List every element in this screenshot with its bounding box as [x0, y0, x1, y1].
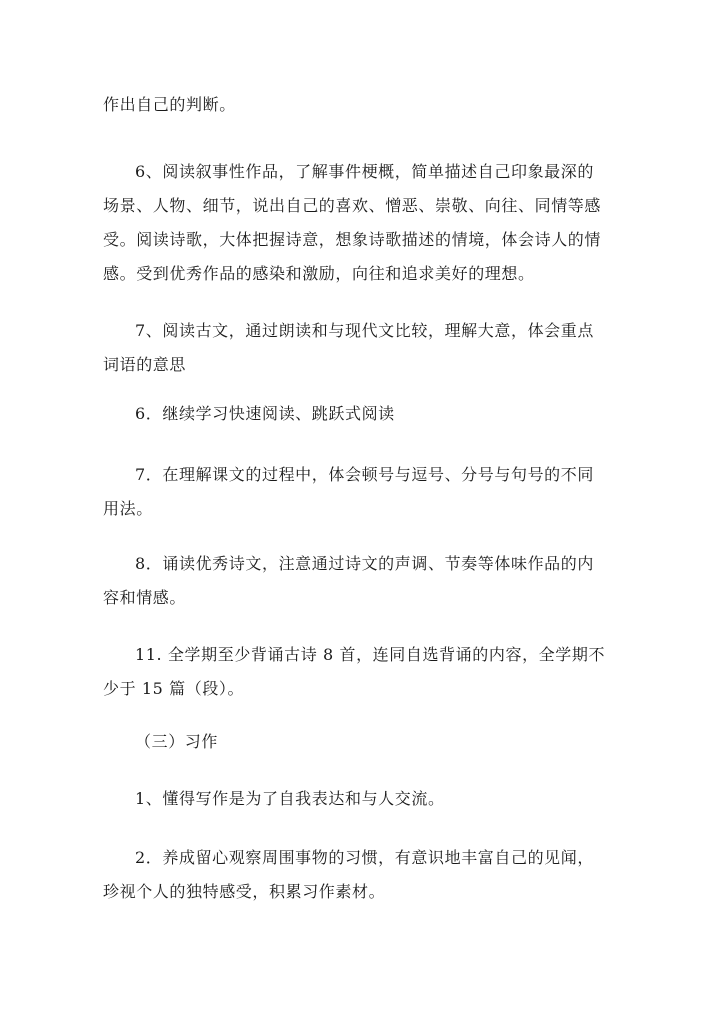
text-line: 词语的意思: [103, 355, 187, 374]
section-heading-writing: [103, 725, 623, 759]
paragraph-11-memorization: [103, 638, 623, 706]
text-line: 1、懂得写作是为了自我表达和与人交流。: [135, 789, 445, 808]
text-line: 容和情感。: [103, 588, 187, 607]
text-line: 6、阅读叙事性作品，了解事件梗概，简单描述自己印象最深的: [135, 162, 594, 181]
paragraph-7-punctuation: [103, 458, 623, 526]
text-line: 7．在理解课文的过程中，体会顿号与逗号、分号与句号的不同: [135, 465, 594, 484]
paragraph-judgement: [103, 88, 623, 122]
text-line: 6．继续学习快速阅读、跳跃式阅读: [135, 404, 395, 423]
text-line: 场景、人物、细节，说出自己的喜欢、憎恶、崇敬、向往、同情等感: [103, 196, 602, 215]
text-line: 2．养成留心观察周围事物的习惯，有意识地丰富自己的见闻，: [135, 848, 594, 867]
text-line: 受。阅读诗歌，大体把握诗意，想象诗歌描述的情境，体会诗人的情: [103, 230, 602, 249]
paragraph-6-narrative-reading: [103, 155, 623, 291]
paragraph-8-recitation: [103, 547, 623, 615]
paragraph-7-classical-reading: [103, 314, 623, 382]
paragraph-2-observation: [103, 841, 623, 909]
text-line: 8．诵读优秀诗文，注意通过诗文的声调、节奏等体味作品的内: [135, 554, 594, 573]
text-line: 11. 全学期至少背诵古诗 8 首，连同自选背诵的内容，全学期不: [135, 645, 606, 664]
text-line: 珍视个人的独特感受，积累习作素材。: [103, 882, 386, 901]
text-line: 作出自己的判断。: [103, 95, 236, 114]
text-line: 感。受到优秀作品的感染和激励，向往和追求美好的理想。: [103, 264, 535, 283]
text-line: 少于 15 篇（段）。: [103, 679, 245, 698]
text-line: 用法。: [103, 499, 153, 518]
text-line: 7、阅读古文，通过朗读和与现代文比较，理解大意，体会重点: [135, 321, 594, 340]
paragraph-1-writing-purpose: [103, 782, 623, 816]
text-line: （三）习作: [135, 732, 219, 751]
paragraph-6-speed-reading: [103, 397, 623, 431]
